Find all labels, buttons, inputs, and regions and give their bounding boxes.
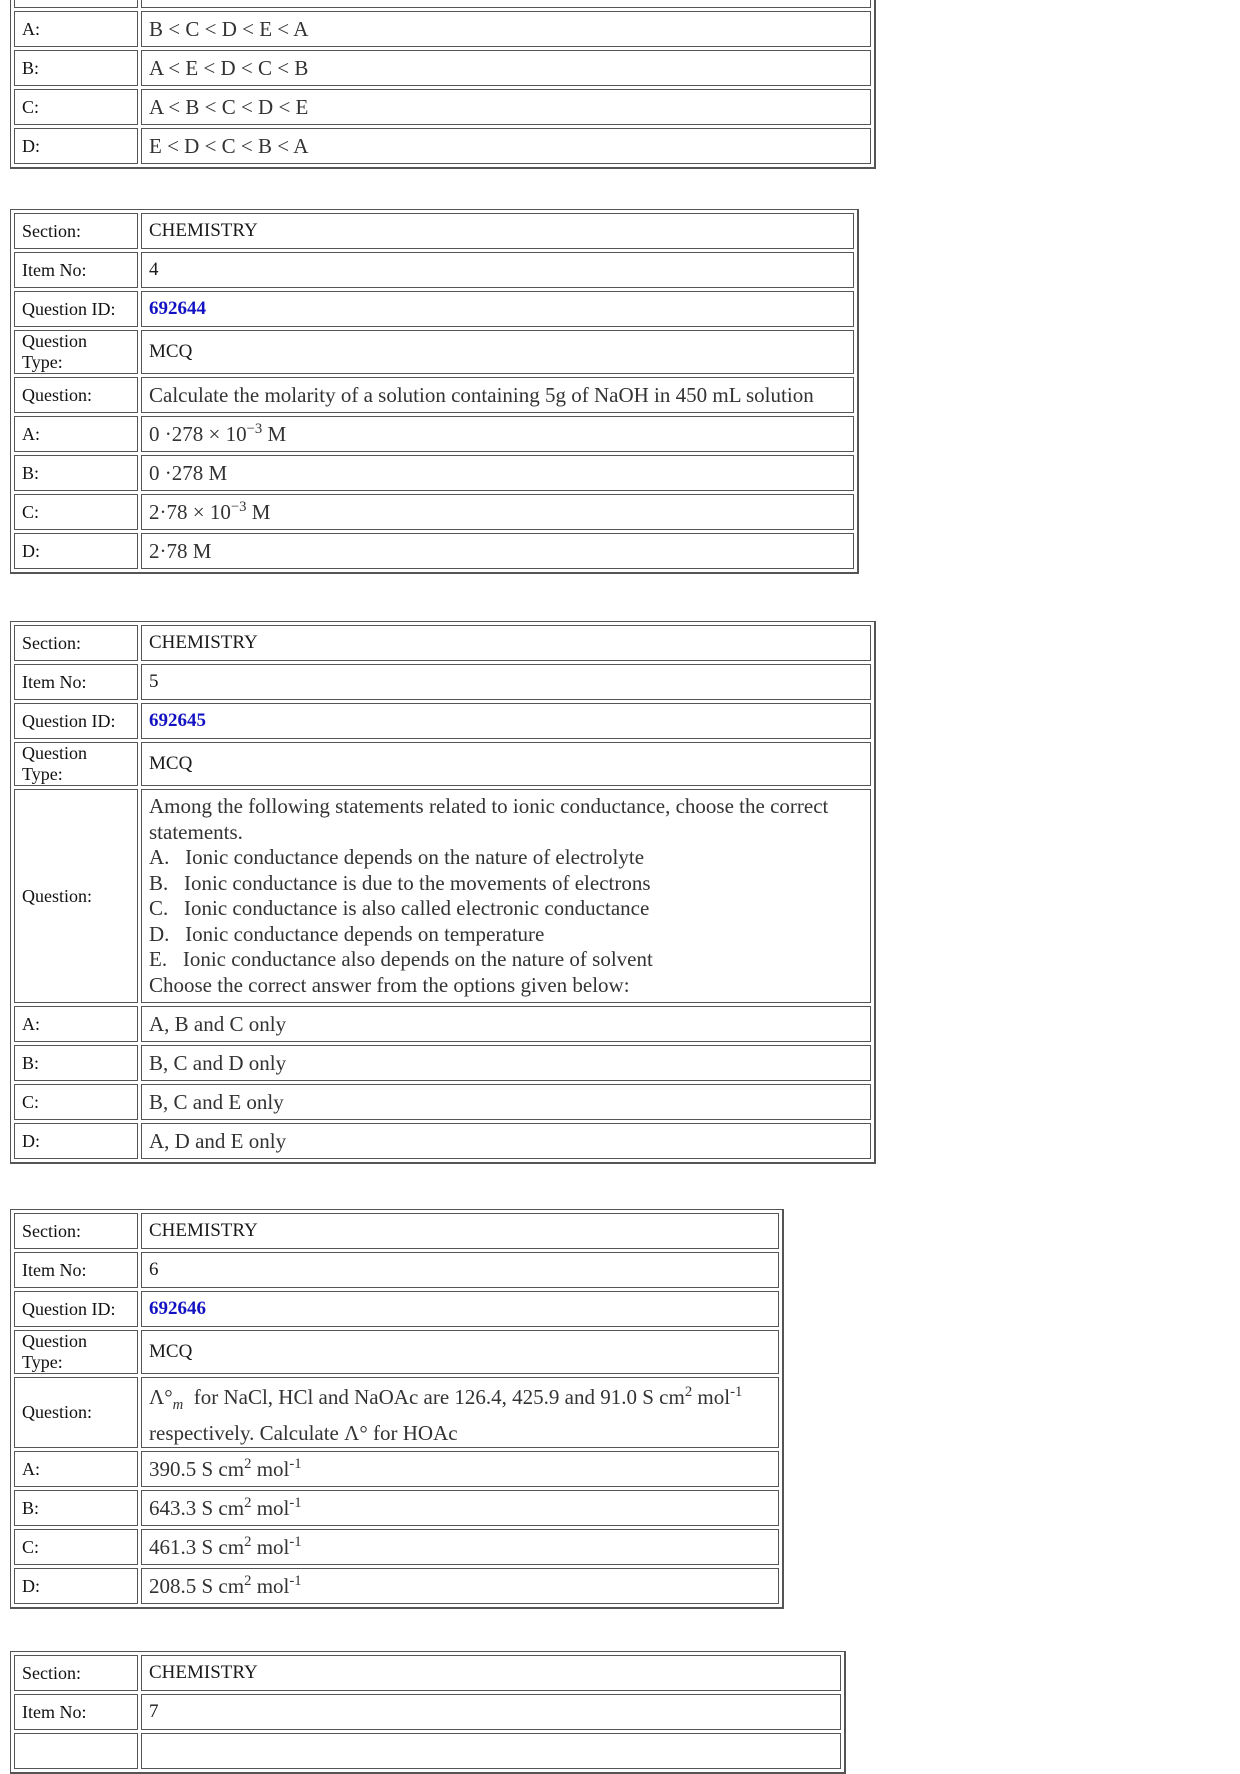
statement-e: E. Ionic conductance also depends on the nature of solvent bbox=[149, 947, 653, 971]
question-text: Calculate the molarity of a solution containing 5g of NaOH in 450 mL solution bbox=[141, 377, 854, 413]
exponent: 2 bbox=[244, 1495, 252, 1512]
option-row-a bbox=[14, 1006, 871, 1042]
question-id-value: 692645 bbox=[141, 703, 871, 739]
item-row bbox=[14, 664, 871, 700]
option-row-d bbox=[14, 1568, 779, 1604]
option-label: C: bbox=[14, 1529, 138, 1565]
option-exponent: −3 bbox=[246, 421, 263, 437]
option-row-d bbox=[14, 533, 854, 569]
exponent: -1 bbox=[289, 1495, 302, 1512]
exponent: -1 bbox=[730, 1384, 743, 1400]
statement-c: C. Ionic conductance is also called electronic conductance bbox=[149, 896, 650, 920]
option-label: A: bbox=[14, 11, 138, 47]
question-id-value: 692646 bbox=[141, 1291, 779, 1327]
question-type-row bbox=[14, 742, 871, 786]
exponent: -1 bbox=[289, 1456, 302, 1473]
option-label: B: bbox=[14, 455, 138, 491]
option-value: 390.5 S cm bbox=[149, 1457, 245, 1482]
question-statements bbox=[149, 792, 863, 1000]
section-label: Section: bbox=[14, 1213, 138, 1249]
unit-mol: mol bbox=[251, 1457, 290, 1482]
option-text: A < E < D < C < B bbox=[141, 50, 871, 86]
option-unit: M bbox=[246, 500, 271, 524]
question-line: Choose the correct answer from the options given below: bbox=[149, 972, 630, 997]
exponent: 2 bbox=[244, 1573, 252, 1590]
option-row-b bbox=[14, 50, 871, 86]
exponent: 2 bbox=[244, 1534, 252, 1551]
option-value: 643.3 S cm bbox=[149, 1496, 245, 1521]
section-value: CHEMISTRY bbox=[141, 625, 871, 661]
question-6-table bbox=[10, 1209, 784, 1609]
section-row bbox=[14, 1655, 841, 1691]
statement-b: B. Ionic conductance is due to the movements of electrons bbox=[149, 870, 651, 895]
question-id-label: Question ID: bbox=[14, 291, 138, 327]
item-label: Item No: bbox=[14, 252, 138, 288]
question-line-1 bbox=[149, 1378, 771, 1419]
option-label: B: bbox=[14, 50, 138, 86]
item-value: 7 bbox=[141, 1694, 841, 1730]
question-3-table bbox=[10, 0, 876, 169]
molar-subscript: m bbox=[172, 1397, 184, 1414]
question-row bbox=[14, 377, 854, 413]
question-id-label: Question ID: bbox=[14, 703, 138, 739]
option-label: B: bbox=[14, 1490, 138, 1526]
option-text: A, D and E only bbox=[141, 1123, 871, 1159]
item-row bbox=[14, 1694, 841, 1730]
option-row-a bbox=[14, 11, 871, 47]
option-text bbox=[141, 1490, 779, 1526]
item-label: Item No: bbox=[14, 1694, 138, 1730]
section-row bbox=[14, 625, 871, 661]
item-value: 5 bbox=[141, 664, 871, 700]
question-id-value: 692644 bbox=[141, 291, 854, 327]
item-row bbox=[14, 252, 854, 288]
option-label: C: bbox=[14, 494, 138, 530]
option-text bbox=[141, 1529, 779, 1565]
exponent: 2 bbox=[244, 1456, 252, 1473]
option-row-d bbox=[14, 128, 871, 164]
option-row-c bbox=[14, 1084, 871, 1120]
option-text bbox=[141, 494, 854, 530]
option-text bbox=[141, 1451, 779, 1487]
option-text bbox=[141, 455, 854, 491]
question-row bbox=[14, 1377, 779, 1448]
unit-mol: mol bbox=[692, 1385, 731, 1409]
question-id-row bbox=[14, 291, 854, 327]
option-row-b bbox=[14, 455, 854, 491]
option-label: C: bbox=[14, 1084, 138, 1120]
statement-d: D. Ionic conductance depends on temperature bbox=[149, 921, 545, 946]
option-base: 0 ·278 × 10 bbox=[149, 422, 247, 446]
exponent: -1 bbox=[289, 1573, 302, 1590]
top-cut-row bbox=[14, 0, 871, 8]
question-line: Among the following statements related to ionic conductance, choose the correct bbox=[149, 794, 829, 818]
option-label: D: bbox=[14, 128, 138, 164]
option-row-c bbox=[14, 89, 871, 125]
question-text bbox=[141, 1377, 779, 1448]
option-exponent: −3 bbox=[230, 499, 247, 515]
question-id-row bbox=[14, 1291, 779, 1327]
question-line-2: respectively. Calculate Λ° for HOAc bbox=[149, 1421, 458, 1446]
unit-mol: mol bbox=[251, 1574, 290, 1599]
option-text: B < C < D < E < A bbox=[141, 11, 871, 47]
question-5-table bbox=[10, 621, 876, 1164]
option-label: D: bbox=[14, 533, 138, 569]
option-text bbox=[141, 416, 854, 452]
option-base: 2·78 × 10 bbox=[149, 500, 231, 524]
item-row bbox=[14, 1252, 779, 1288]
exponent: -1 bbox=[289, 1534, 302, 1551]
option-value: 461.3 S cm bbox=[149, 1535, 245, 1560]
unit-mol: mol bbox=[251, 1535, 290, 1560]
option-row-d bbox=[14, 1123, 871, 1159]
option-row-a bbox=[14, 1451, 779, 1487]
option-label: B: bbox=[14, 1045, 138, 1081]
option-label: A: bbox=[14, 1006, 138, 1042]
molar-conductance-symbol: Λ° bbox=[149, 1385, 173, 1409]
option-row-c bbox=[14, 494, 854, 530]
option-text: A, B and C only bbox=[141, 1006, 871, 1042]
option-label: D: bbox=[14, 1568, 138, 1604]
question-type-label: Question Type: bbox=[14, 742, 138, 786]
question-label: Question: bbox=[14, 1377, 138, 1448]
question-row bbox=[14, 789, 871, 1003]
section-label: Section: bbox=[14, 1655, 138, 1691]
question-type-label: Question Type: bbox=[14, 1330, 138, 1374]
cut-row bbox=[14, 1733, 841, 1769]
question-type-row bbox=[14, 1330, 779, 1374]
option-text: A < B < C < D < E bbox=[141, 89, 871, 125]
section-value: CHEMISTRY bbox=[141, 213, 854, 249]
question-line: statements. bbox=[149, 819, 243, 844]
section-label: Section: bbox=[14, 625, 138, 661]
section-label: Section: bbox=[14, 213, 138, 249]
option-label: D: bbox=[14, 1123, 138, 1159]
section-row bbox=[14, 1213, 779, 1249]
item-label: Item No: bbox=[14, 1252, 138, 1288]
question-type-value: MCQ bbox=[141, 1330, 779, 1374]
option-row-b bbox=[14, 1045, 871, 1081]
option-base: 0 ·278 M bbox=[149, 460, 228, 485]
option-label: C: bbox=[14, 89, 138, 125]
statement-a: A. Ionic conductance depends on the nature of electrolyte bbox=[149, 845, 645, 869]
option-base: 2·78 M bbox=[149, 538, 212, 563]
option-value: 208.5 S cm bbox=[149, 1574, 245, 1599]
section-value: CHEMISTRY bbox=[141, 1655, 841, 1691]
exponent: 2 bbox=[684, 1384, 693, 1400]
question-text bbox=[141, 789, 871, 1003]
option-text bbox=[141, 1568, 779, 1604]
option-row-c bbox=[14, 1529, 779, 1565]
question-4-table bbox=[10, 209, 859, 574]
question-line-1-text: for NaCl, HCl and NaOAc are 126.4, 425.9 and 91.0 S cm bbox=[183, 1385, 685, 1409]
question-label: Question: bbox=[14, 789, 138, 1003]
section-value: CHEMISTRY bbox=[141, 1213, 779, 1249]
question-7-table bbox=[10, 1651, 846, 1774]
option-row-b bbox=[14, 1490, 779, 1526]
item-value: 6 bbox=[141, 1252, 779, 1288]
question-type-value: MCQ bbox=[141, 742, 871, 786]
unit-mol: mol bbox=[251, 1496, 290, 1521]
question-id-label: Question ID: bbox=[14, 1291, 138, 1327]
item-label: Item No: bbox=[14, 664, 138, 700]
option-text: B, C and E only bbox=[141, 1084, 871, 1120]
question-type-label: Question Type: bbox=[14, 330, 138, 374]
question-id-row bbox=[14, 703, 871, 739]
item-value: 4 bbox=[141, 252, 854, 288]
section-row bbox=[14, 213, 854, 249]
question-label: Question: bbox=[14, 377, 138, 413]
option-unit: M bbox=[262, 422, 287, 446]
option-row-a bbox=[14, 416, 854, 452]
option-label: A: bbox=[14, 416, 138, 452]
option-text: E < D < C < B < A bbox=[141, 128, 871, 164]
question-type-value: MCQ bbox=[141, 330, 854, 374]
option-label: A: bbox=[14, 1451, 138, 1487]
option-text bbox=[141, 533, 854, 569]
option-text: B, C and D only bbox=[141, 1045, 871, 1081]
question-type-row bbox=[14, 330, 854, 374]
